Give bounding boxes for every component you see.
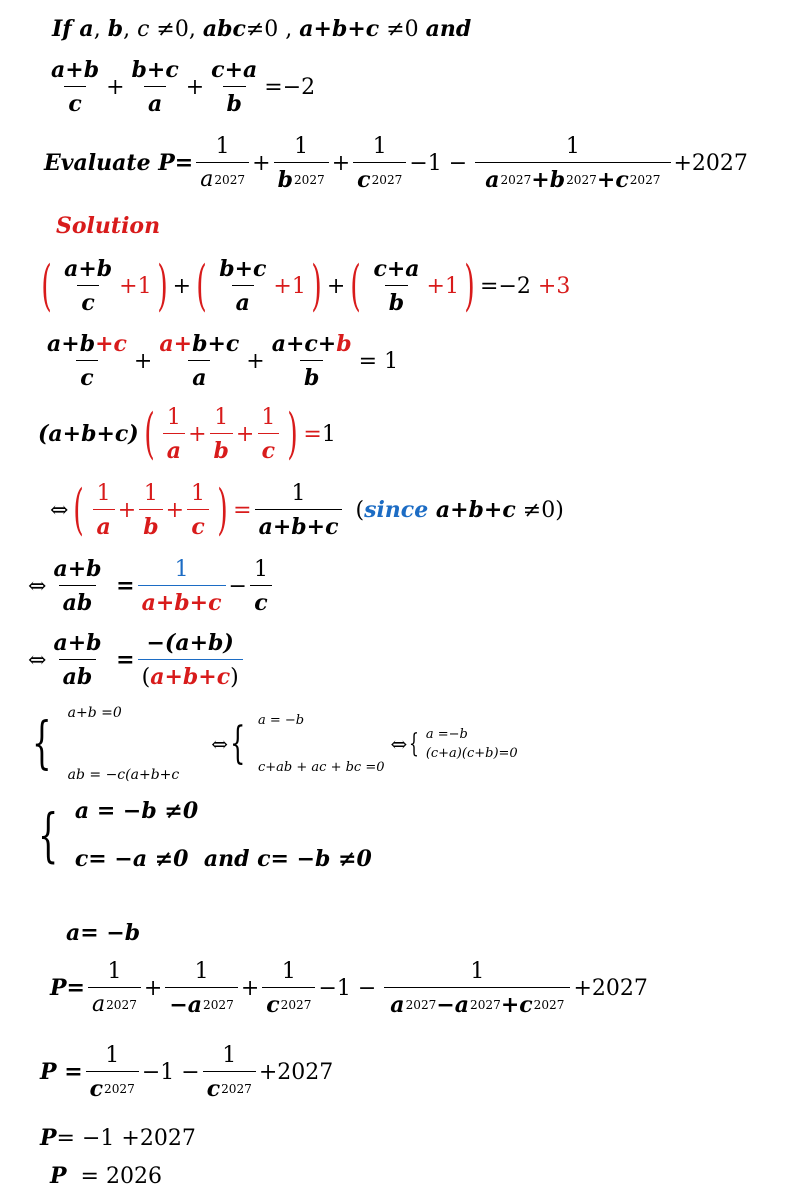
denominator: c [76,360,97,391]
system-row: (c+a)(c+b)=0 [425,746,518,761]
var-p: P [50,1163,67,1189]
sum-abc: (a+b+c) [38,421,139,447]
exponent: 2027 [293,172,325,187]
equals-value: =−2 [480,273,538,299]
denominator: c [64,86,85,117]
minus-one: −1 − [318,975,377,1001]
case-row: a = −b ≠0 [74,798,199,824]
exponent: 2027 [629,172,661,187]
numerator: a+b [53,630,102,656]
line-add-one [36,250,570,322]
right-paren: ) [287,402,299,465]
line-substitution [66,918,140,948]
open-paren: ( [141,664,151,690]
var-p: P [158,150,175,176]
numerator: a+b [64,256,113,282]
denominator: a+b+c [255,509,343,540]
since-keyword: since [364,497,436,523]
line-case-result [38,794,372,876]
fraction-2 [215,256,270,316]
denominator: c [187,509,208,540]
neq-zero: ≠0 [379,16,426,42]
numerator: 1 [105,1042,120,1068]
comma: , [93,16,108,42]
var-a: a [79,16,94,42]
numerator-part: b+c [192,331,240,357]
numerator: 1 [166,404,181,430]
case-part: c= −a ≠0 [74,846,204,872]
fraction-inv-neg-a [165,959,237,1018]
numerator: 1 [191,480,206,506]
fraction-inv-a [163,405,185,464]
plus-sign: + [165,497,185,523]
exponent: 2027 [470,997,501,1012]
denominator: c [77,285,98,316]
line-reciprocal-sum [50,474,564,546]
fraction-inv-c [86,1043,139,1102]
exponent: 2027 [533,997,565,1012]
var-a: a [200,167,214,192]
fraction-3 [207,57,261,117]
fraction-inv-b [210,405,233,464]
equals-sign: = [56,1059,83,1085]
exponent: 2027 [214,172,246,187]
var-c: c [615,166,629,193]
plus-sign: + [133,348,153,374]
minus-sign: − [169,991,188,1018]
exponent: 2027 [405,997,437,1012]
equals-sign: = [174,150,194,176]
plus-sign: + [252,150,271,176]
exponent: 2027 [203,997,234,1012]
var-c: c [206,1075,221,1102]
denominator: c [250,585,271,616]
numerator-part: a+b [47,331,96,357]
if-keyword: If [52,16,80,42]
line-rearranged [28,550,275,622]
left-paren: ( [41,254,52,317]
case-rows [75,798,372,872]
constant-term: +2027 [258,1059,334,1085]
denominator: b [139,509,162,540]
line-combined [28,624,246,696]
numerator: 1 [281,958,296,984]
system-row: c+ab + ac + bc =0 [258,760,385,775]
plus-one: +1 [119,273,152,299]
var-a: a [91,992,106,1017]
minus-sign: − [436,991,455,1018]
plus-sign: + [240,975,260,1001]
var-b: b [549,166,566,193]
plus-sign: + [246,348,265,374]
fraction-3 [268,331,356,391]
line-systems [32,702,518,786]
line-common-numerator [40,326,398,396]
left-paren: ( [196,254,207,317]
iff-symbol: ⇔ [50,497,69,523]
fraction-inv-a [196,134,249,192]
plus-sign: + [106,74,125,100]
fraction-1 [47,57,103,117]
numerator: 1 [215,134,230,159]
fraction-inv-a [93,481,115,540]
fraction-2 [128,57,183,117]
numerator: 1 [253,556,268,582]
var-p: P [40,1059,57,1085]
plus-sign: + [500,991,520,1018]
iff-symbol: ⇔ [28,647,47,673]
fraction-1 [43,331,131,391]
denominator: a [144,86,166,117]
denominator: a+b+c [138,585,226,616]
system-row: a+b =0 [67,705,122,721]
left-paren: ( [350,254,362,317]
solution-heading [56,210,160,242]
minus-sign: − [228,573,247,599]
var-c: c [89,1075,104,1102]
system-row: ab = −c(a+b+c [67,767,180,783]
equals-sign: = [233,497,252,523]
exponent: 2027 [280,997,312,1012]
numerator: 1 [565,133,580,159]
fraction-2 [155,331,243,391]
case-part: c= −b ≠0 [257,846,372,872]
minus-one: −1 − [141,1059,200,1085]
var-p: P [50,975,67,1001]
numerator: 1 [107,959,122,984]
numerator: a+b [51,57,100,83]
numerator-part: a+c+ [271,331,337,357]
sum-abc: a+b+c [435,497,516,523]
system-3 [426,727,518,761]
left-paren: ( [143,402,155,465]
neq-zero: ≠0) [515,497,564,523]
line-hypothesis [52,14,471,44]
fraction-inv-c [262,959,315,1018]
right-paren: ) [217,478,228,541]
numerator: 1 [372,133,387,159]
plus-one: +1 [426,273,459,299]
fraction-inv-sum [255,481,343,540]
plus-sign: + [531,166,550,193]
sum-abc: a+b+c [299,16,380,42]
solution-label: Solution [56,213,161,239]
final-answer: = 2026 [66,1163,162,1189]
fraction-1 [60,256,116,316]
exponent: 2027 [371,172,403,187]
plus-sign: + [143,975,163,1001]
plus-sign: + [596,166,616,193]
fraction-inv-sum [138,557,226,616]
numerator: 1 [214,404,229,430]
fraction-inv-sum-powers [384,959,570,1018]
numerator: c+a [373,256,420,282]
equals-sign: = [303,421,322,447]
equals-value: = 1 [358,348,399,374]
system-row: a =−b [425,727,468,742]
exponent: 2027 [221,1081,252,1096]
line-p-substituted [50,952,648,1024]
equals-expression: = −1 +2027 [56,1125,196,1151]
plus-sign: + [117,497,137,523]
numerator: 1 [222,1042,237,1068]
fraction-inv-c [203,1043,256,1102]
left-brace: { [32,711,52,776]
denominator: a [163,433,185,464]
system-row: a = −b [258,713,305,728]
numerator: 1 [143,480,158,506]
neq-zero: ≠0, [149,16,203,42]
added-term: a+ [159,331,193,357]
plus-sign: + [172,273,192,299]
denominator: a [232,285,254,316]
numerator: 1 [470,958,485,984]
numerator: 1 [174,556,189,582]
denominator: b [210,433,233,464]
fraction-inv-c [250,557,272,616]
plus-sign: + [235,421,255,447]
added-term: b [336,331,352,357]
fraction-inv-c [187,481,209,540]
numerator: 1 [291,480,306,506]
plus-sign: + [331,150,351,176]
numerator: b+c [219,256,267,282]
var-b: b [107,16,124,42]
denominator: c [258,433,279,464]
plus-sign: + [188,421,207,447]
added-term: +c [95,331,127,357]
fraction-right [138,630,243,690]
iff-symbol: ⇔ [390,732,408,756]
denominator: ab [59,585,97,616]
constant-term: +2027 [573,975,648,1001]
line-evaluate [44,128,748,198]
right-paren: ) [464,254,475,317]
fraction-left [49,630,105,690]
left-brace: { [38,801,59,869]
fraction-inv-c [353,134,406,193]
numerator: 1 [294,133,309,159]
denominator: b [300,360,323,391]
fraction-inv-b [139,481,162,540]
left-brace: { [409,729,420,759]
numerator: a+b [53,556,102,582]
sum-abc: a+b+c [150,664,231,690]
var-a: a [390,991,405,1018]
plus-three: +3 [537,273,571,299]
var-c: c [137,16,150,42]
line-p-near-final [40,1122,196,1154]
neq-zero: ≠0 , [245,16,300,42]
iff-symbol: ⇔ [28,573,47,599]
var-p: P [40,1125,57,1151]
numerator: 1 [96,480,111,506]
line-p-simplified [40,1036,333,1108]
equals-value: =−2 [264,74,316,100]
var-c: c [357,166,371,193]
var-c: c [519,991,533,1018]
and-keyword: and [425,16,472,42]
exponent: 2027 [104,1081,135,1096]
var-c: c [266,991,280,1018]
numerator: b+c [131,57,179,83]
numerator: 1 [194,958,209,984]
equals-sign: = [108,647,135,673]
denominator: a [188,360,210,391]
denominator: ab [59,659,97,690]
denominator: b [385,285,408,316]
fraction-inv-b [274,134,329,193]
var-a: a [485,166,500,193]
fraction-inv-c [257,405,279,464]
var-a: a [454,991,470,1018]
right-paren: ) [156,254,168,317]
numerator: c+a [211,57,258,83]
exponent: 2027 [566,172,597,187]
var-a: a [187,991,203,1018]
plus-one: +1 [273,273,306,299]
plus-sign: + [185,74,205,100]
fraction-inv-sum-powers [475,134,670,193]
line-p-final [50,1160,162,1192]
denominator: a [93,509,115,540]
open-paren: ( [355,497,365,523]
iff-symbol: ⇔ [211,732,228,756]
comma: , [123,16,138,42]
minus-one: −1 − [409,150,468,176]
value-one: 1 [321,421,336,447]
constant-term: +2027 [673,150,748,176]
line-factorized [38,398,336,470]
denominator: b [223,86,246,117]
line-given-equation [44,52,315,122]
right-paren: ) [311,254,322,317]
plus-sign: + [326,273,346,299]
var-b: b [277,166,293,193]
numerator: 1 [261,404,276,430]
equals-sign: = [108,573,135,599]
substitution-text: a= −b [66,920,141,946]
fraction-inv-a [88,959,141,1017]
system-1 [68,705,180,783]
fraction-3 [369,256,423,316]
exponent: 2027 [106,997,137,1012]
fraction-left [49,556,105,616]
evaluate-keyword: Evaluate [44,150,159,176]
exponent: 2027 [500,172,532,187]
left-brace: { [230,718,246,769]
and-keyword: and [203,846,258,872]
system-2 [258,713,385,775]
numerator: −(a+b) [146,630,234,656]
equals-sign: = [66,975,85,1001]
left-paren: ( [73,478,85,541]
product-abc: abc [202,16,246,42]
close-paren: ) [230,664,239,690]
